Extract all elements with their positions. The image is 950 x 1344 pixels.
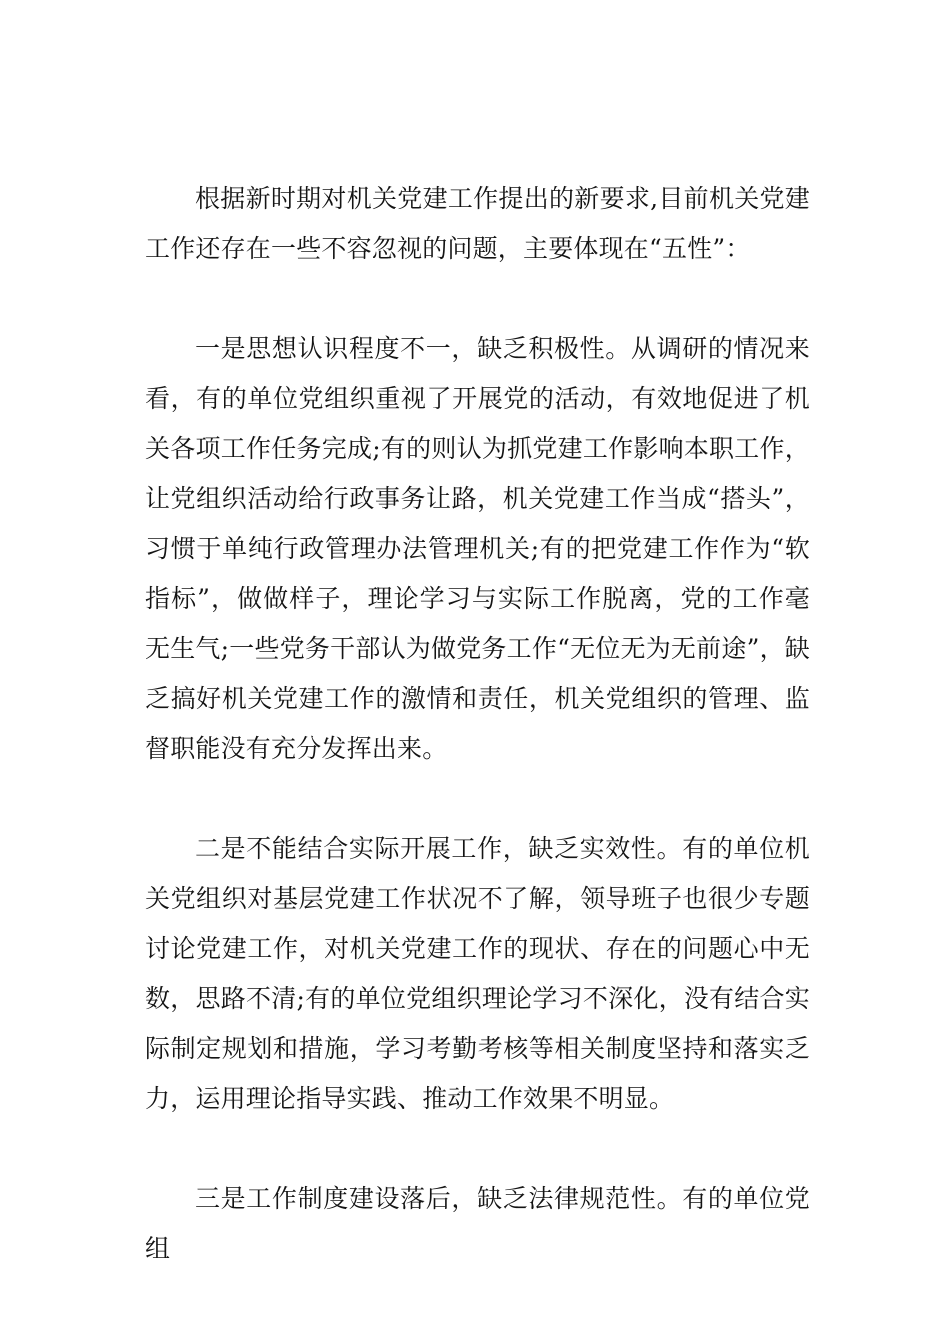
paragraph-point-three: 三是工作制度建设落后，缺乏法律规范性。有的单位党组 [145, 1184, 810, 1263]
paragraph-point-two: 二是不能结合实际开展工作，缺乏实效性。有的单位机关党组织对基层党建工作状况不了解，领导班子也很少专题讨论党建工作，对机关党建工作的现状、存在的问题心中无数，思路不清;有的单位党组织理论学习不深化，没有结合实际制定规划和措施，学习考勤考核等相关制度坚持和落实乏力，运用理论指导实践、推动工作效果不明显。 [145, 834, 810, 1113]
paragraph-point-one: 一是思想认识程度不一，缺乏积极性。从调研的情况来看，有的单位党组织重视了开展党的活动，有效地促进了机关各项工作任务完成;有的则认为抓党建工作影响本职工作，让党组织活动给行政事务让路，机关党建工作当成“搭头”，习惯于单纯行政管理办法管理机关;有的把党建工作作为“软指标”，做做样子，理论学习与实际工作脱离，党的工作毫无生气;一些党务干部认为做党务工作“无位无为无前途”，缺乏搞好机关党建工作的激情和责任，机关党组织的管理、监督职能没有充分发挥出来。 [145, 334, 810, 763]
paragraph-intro: 根据新时期对机关党建工作提出的新要求,目前机关党建工作还存在一些不容忽视的问题，主要体现在“五性”： [145, 184, 810, 263]
document-body [145, 174, 810, 1274]
